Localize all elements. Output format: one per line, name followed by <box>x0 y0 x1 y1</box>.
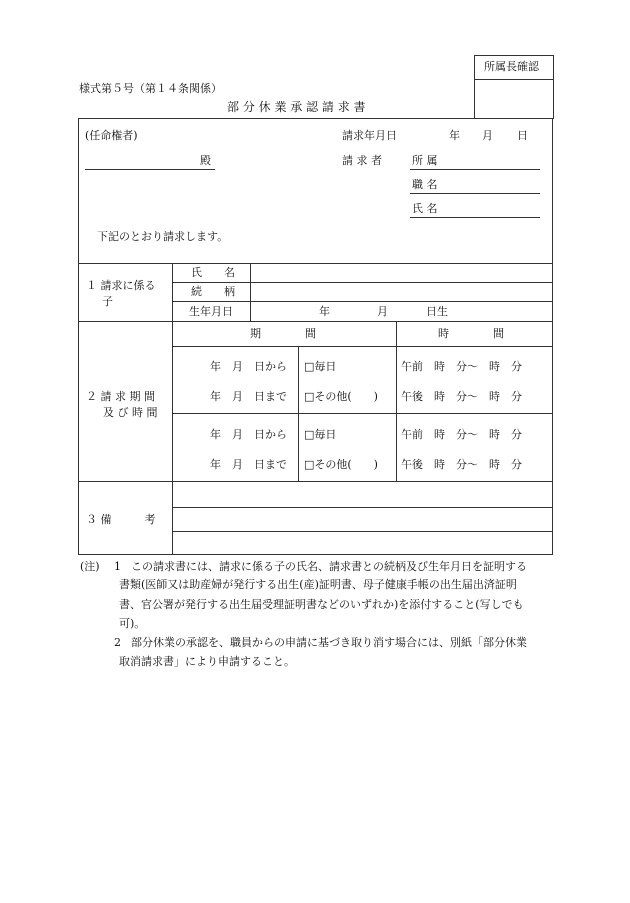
approval-box-divider <box>474 79 554 80</box>
honorific: 殿 <box>200 154 211 167</box>
time-header: 時 間 <box>438 327 504 340</box>
time-range[interactable]: 午前 時 分〜 時 分 <box>401 428 522 441</box>
period-date[interactable]: 年 月 日から <box>210 360 287 373</box>
period-date[interactable]: 年 月 日まで <box>210 458 287 471</box>
note1-number: 1 <box>114 560 121 573</box>
period-date[interactable]: 年 月 日から <box>210 428 287 441</box>
column-divider <box>250 263 251 321</box>
row-divider <box>172 346 553 347</box>
birth-month: 月 <box>377 305 388 318</box>
request-year: 年 <box>449 129 460 142</box>
column-divider <box>298 346 299 481</box>
note1-line: 可)。 <box>119 617 146 630</box>
section1-label-2: 子 <box>102 295 113 308</box>
request-date-label: 請求年月日 <box>342 129 397 142</box>
row-divider <box>78 481 553 482</box>
notes-prefix: (注) <box>80 560 100 573</box>
appointer-label: (任命権者) <box>85 129 138 142</box>
row-divider <box>172 531 553 532</box>
period-date[interactable]: 年 月 日まで <box>210 390 287 403</box>
note1-line: 書、官公署が発行する出生届受理証明書などのいずれか)を添付すること(写しでも <box>119 598 524 611</box>
row-divider <box>78 321 553 322</box>
name-label: 氏 名 <box>412 202 438 215</box>
position-field[interactable] <box>410 193 540 194</box>
time-range[interactable]: 午前 時 分〜 時 分 <box>401 360 522 373</box>
affiliation-field[interactable] <box>410 169 540 170</box>
approval-box-label: 所属長確認 <box>484 60 539 73</box>
row-divider <box>78 263 553 264</box>
label-column-divider <box>172 263 173 555</box>
section3-label: ３ 備 考 <box>86 513 156 526</box>
period-option[interactable]: □その他( ) <box>304 390 378 403</box>
form-number: 様式第５号（第１４条関係） <box>79 82 222 95</box>
row-divider <box>172 282 553 283</box>
period-header: 期 間 <box>250 327 316 340</box>
note1-line: この請求書には、請求に係る子の氏名、請求書との続柄及び生年月日を証明する <box>131 560 527 573</box>
time-range[interactable]: 午後 時 分〜 時 分 <box>401 390 522 403</box>
row-divider <box>172 507 553 508</box>
child-birthdate-label: 生年月日 <box>189 305 233 318</box>
section2-label: ２ 請 求 期 間 <box>86 390 155 403</box>
period-option[interactable]: □毎日 <box>304 428 337 441</box>
request-day: 日 <box>517 129 528 142</box>
period-option[interactable]: □その他( ) <box>304 458 378 471</box>
row-divider <box>172 413 553 414</box>
row-divider <box>172 301 553 302</box>
child-name-label: 氏 名 <box>191 266 235 279</box>
child-relation-label: 続 柄 <box>191 285 235 298</box>
request-month: 月 <box>482 129 493 142</box>
note2-line: 取消請求書」により申請すること。 <box>119 655 295 668</box>
note1-line: 書類(医師又は助産婦が発行する出生(産)証明書、母子健康手帳の出生届出済証明 <box>119 578 517 591</box>
name-field[interactable] <box>410 217 540 218</box>
note2-line: 部分休業の承認を、職員からの申請に基づき取り消す場合には、別紙「部分休業 <box>131 636 527 649</box>
period-option[interactable]: □毎日 <box>304 360 337 373</box>
section1-label: １ 請求に係る <box>86 279 156 292</box>
position-label: 職 名 <box>412 178 438 191</box>
note2-number: 2 <box>114 636 121 649</box>
affiliation-label: 所 属 <box>412 154 438 167</box>
addressee-line[interactable] <box>85 169 215 170</box>
page-title: 部 分 休 業 承 認 請 求 書 <box>227 100 366 114</box>
requester-label: 請 求 者 <box>342 154 382 167</box>
birth-day: 日生 <box>426 305 448 318</box>
section2-label-2: 及 び 時 間 <box>103 406 158 419</box>
time-range[interactable]: 午後 時 分〜 時 分 <box>401 458 522 471</box>
column-divider <box>396 321 397 481</box>
birth-year: 年 <box>319 305 330 318</box>
request-statement: 下記のとおり請求します。 <box>97 230 229 243</box>
